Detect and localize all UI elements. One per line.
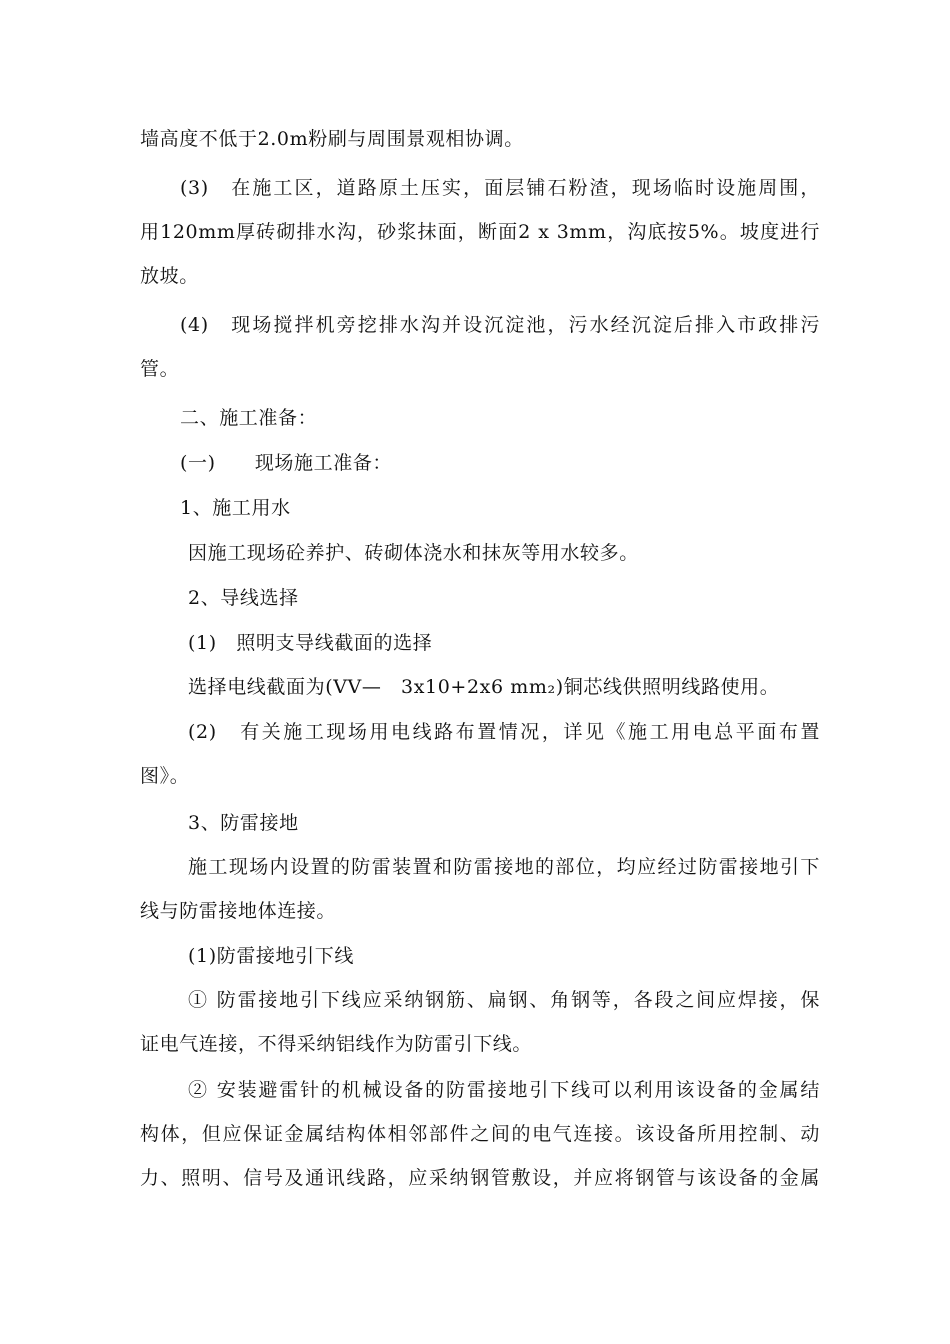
paragraph-line: 管。	[140, 358, 180, 380]
section-heading: 二、施工准备：	[180, 407, 318, 429]
paragraph-line: 墙高度不低于2.0m粉刷与周围景观相协调。	[140, 128, 524, 150]
paragraph-line: 选择电线截面为(VV— 3x10+2x6 mm₂)铜芯线供照明线路使用。	[188, 676, 780, 698]
item-heading: 3、防雷接地	[188, 812, 299, 834]
subsection-heading: (一) 现场施工准备：	[180, 452, 393, 474]
item-heading: 2、导线选择	[188, 587, 299, 609]
paragraph-line: 力、照明、信号及通讯线路，应采纳钢管敷设，并应将钢管与该设备的金属	[140, 1167, 820, 1189]
paragraph-line: 构体，但应保证金属结构体相邻部件之间的电气连接。该设备所用控制、动	[140, 1123, 820, 1145]
item-heading: (1)防雷接地引下线	[188, 945, 354, 967]
paragraph-line: (4) 现场搅拌机旁挖排水沟并设沉淀池，污水经沉淀后排入市政排污	[180, 314, 820, 336]
paragraph-line: 图》。	[140, 765, 190, 787]
paragraph-line: 用120mm厚砖砌排水沟，砂浆抹面，断面2 x 3mm，沟底按5%。坡度进行	[140, 221, 820, 243]
item-heading: (1) 照明支导线截面的选择	[188, 632, 433, 654]
paragraph-line: (2) 有关施工现场用电线路布置情况，详见《施工用电总平面布置	[188, 721, 820, 743]
paragraph-line: ① 防雷接地引下线应采纳钢筋、扁钢、角钢等，各段之间应焊接，保	[188, 989, 820, 1011]
paragraph-line: ② 安装避雷针的机械设备的防雷接地引下线可以利用该设备的金属结	[188, 1079, 820, 1101]
paragraph-line: 放坡。	[140, 265, 199, 287]
paragraph-line: 证电气连接，不得采纳铝线作为防雷引下线。	[140, 1033, 533, 1055]
paragraph-line: 线与防雷接地体连接。	[140, 900, 337, 922]
paragraph-line: (3) 在施工区，道路原土压实，面层铺石粉渣，现场临时设施周围，	[180, 177, 820, 199]
paragraph-line: 因施工现场砼养护、砖砌体浇水和抹灰等用水较多。	[188, 542, 639, 564]
item-heading: 1、施工用水	[180, 497, 291, 519]
paragraph-line: 施工现场内设置的防雷装置和防雷接地的部位，均应经过防雷接地引下	[188, 856, 820, 878]
